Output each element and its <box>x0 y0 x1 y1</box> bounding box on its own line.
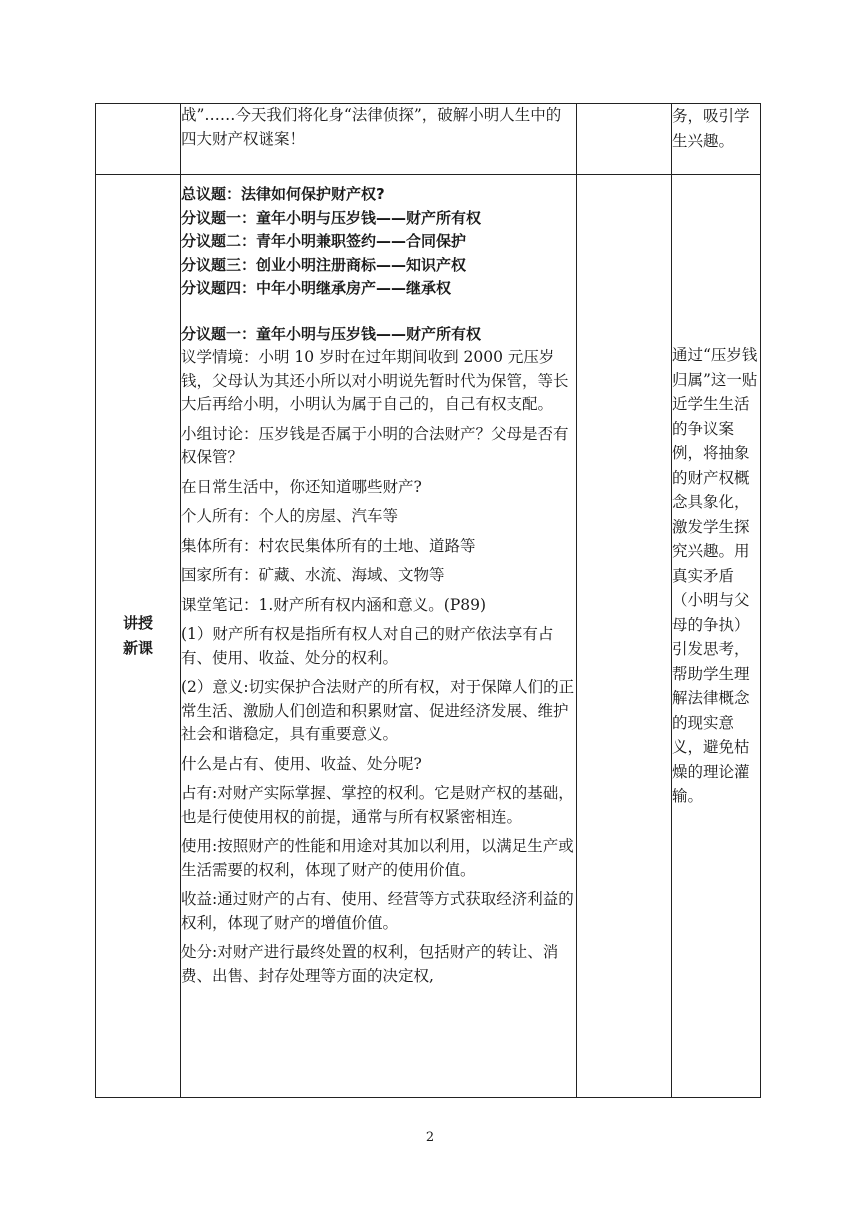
sub-topic-3: 分议题三：创业小明注册商标——知识产权 <box>181 255 467 274</box>
page-number: 2 <box>425 1130 435 1145</box>
paragraph: (2）意义:切实保护合法财产的所有权，对于保障人们的正常生活、激励人们创造和积累财富、促进经济发展、维护社会和谐稳定，具有重要意义。 <box>181 678 575 743</box>
paragraph: 国家所有：矿藏、水流、海域、文物等 <box>181 566 445 584</box>
paragraph: 小组讨论：压岁钱是否属于小明的合法财产？父母是否有权保管？ <box>181 424 569 466</box>
paragraph: 使用:按照财产的性能和用途对其加以利用，以满足生产或生活需要的权利，体现了财产的使用价值。 <box>181 837 574 879</box>
sub-topic-1: 分议题一：童年小明与压岁钱——财产所有权 <box>181 208 482 227</box>
content-cell <box>181 104 577 175</box>
activity-cell <box>577 175 672 1098</box>
sub-topic-4: 分议题四：中年小明继承房产——继承权 <box>181 279 452 297</box>
paragraph: 收益:通过财产的占有、使用、经营等方式获取经济利益的权利，体现了财产的增值价值。 <box>181 890 574 932</box>
paragraph: 议学情境：小明 10 岁时在过年期间收到 2000 元压岁钱，父母认为其还小所以对小明说先暂时代为保管，等长大后再给小明，小明认为属于自己的，自己有权支配。 <box>181 348 569 413</box>
lesson-plan-table <box>95 103 761 1098</box>
design-intent-text: 通过“压岁钱归属”这一贴近学生生活的争议案例，将抽象的财产权概念具象化，激发学生探究兴趣。用真实矛盾（小明与父母的争执）引发思考，帮助学生理解法律概念的现实意义，避免枯燥的理论灌输。 <box>672 346 758 805</box>
paragraph: 占有:对财产实际掌握、掌控的权利。它是财产权的基础，也是行使使用权的前提，通常与所有权紧密相连。 <box>181 784 574 826</box>
design-intent-cell <box>672 104 761 175</box>
sub-topic-heading: 分议题一：童年小明与压岁钱——财产所有权 <box>181 324 482 343</box>
paragraph: 处分:对财产进行最终处置的权利，包括财产的转让、消费、出售、封存处理等方面的决定权, <box>181 943 559 985</box>
sub-topic-2: 分议题二：青年小明兼职签约——合同保护 <box>181 232 467 250</box>
table-row <box>96 175 761 1098</box>
paragraph: 在日常生活中，你还知道哪些财产? <box>181 477 422 496</box>
paragraph: 什么是占有、使用、收益、处分呢? <box>181 754 422 773</box>
design-intent-cell <box>672 175 761 1098</box>
paragraph: 个人所有：个人的房屋、汽车等 <box>181 507 399 525</box>
paragraph: (1）财产所有权是指所有权人对自己的财产依法享有占有、使用、收益、处分的权利。 <box>181 625 554 667</box>
paragraph: 课堂笔记：1.财产所有权内涵和意义。(P89) <box>181 595 487 614</box>
content-cell <box>181 175 577 1098</box>
table-row <box>96 104 761 175</box>
activity-cell <box>577 104 672 175</box>
intro-text: 战”……今天我们将化身“法律侦探”，破解小明人生中的四大财产权谜案！ <box>181 106 562 148</box>
paragraph: 集体所有：村农民集体所有的土地、道路等 <box>181 536 476 555</box>
design-intent-text: 务，吸引学生兴趣。 <box>672 107 750 150</box>
row-header-cell <box>96 175 181 1098</box>
topic-list <box>181 183 576 301</box>
section-label: 讲授新课 <box>122 614 153 657</box>
main-topic: 总议题：法律如何保护财产权? <box>181 185 385 203</box>
row-header-cell <box>96 104 181 175</box>
